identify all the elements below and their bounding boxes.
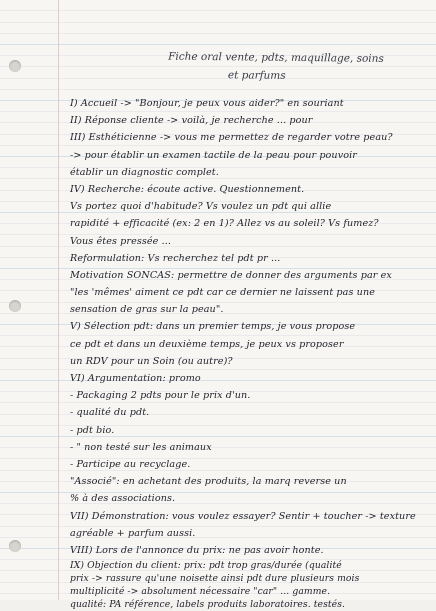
title-line-1: Fiche oral vente, pdts, maquillage, soins	[168, 50, 384, 65]
punch-hole	[9, 300, 21, 312]
note-line: Reformulation: Vs recherchez tel pdt pr ...	[70, 252, 281, 264]
page-title	[168, 49, 430, 87]
note-line: établir un diagnostic complet.	[70, 166, 219, 178]
note-line: Vous êtes pressée ...	[70, 235, 172, 247]
margin-line	[58, 0, 59, 600]
handwritten-notes	[70, 95, 424, 611]
note-line: agréable + parfum aussi.	[70, 527, 196, 539]
note-line: VII) Démonstration: vous voulez essayer? Sentir + toucher -> texture	[70, 510, 416, 522]
note-line: I) Accueil -> "Bonjour, je peux vous aider?" en souriant	[70, 98, 344, 109]
title-line-2: et parfums	[227, 69, 286, 82]
note-line: V) Sélection pdt: dans un premier temps, je vous propose	[70, 321, 356, 333]
note-line: prix -> rassure qu'une noisette ainsi pdt dure plusieurs mois	[70, 573, 360, 585]
note-line: VIII) Lors de l'annonce du prix: ne pas avoir honte.	[70, 544, 324, 556]
note-line: - Packaging 2 pdts pour le prix d'un.	[70, 390, 251, 402]
note-line: VI) Argumentation: promo	[70, 373, 201, 384]
note-line: IV) Recherche: écoute active. Questionnement.	[70, 183, 305, 195]
note-line: - pdt bio.	[70, 424, 115, 436]
note-line: II) Réponse cliente -> voilà, je recherche ... pour	[70, 115, 313, 127]
note-line: - " non testé sur les animaux	[70, 441, 212, 453]
note-line: rapidité + efficacité (ex: 2 en 1)? Allez vs au soleil? Vs fumez?	[70, 218, 379, 230]
punch-hole	[9, 60, 21, 72]
note-line: - qualité du pdt.	[70, 407, 150, 419]
punch-hole	[9, 540, 21, 552]
note-line: "les 'mêmes' aiment ce pdt car ce dernier ne laissent pas une	[70, 287, 375, 299]
note-line: III) Esthéticienne -> vous me permettez de regarder votre peau?	[70, 132, 393, 144]
note-line: Motivation SONCAS: permettre de donner des arguments par ex	[70, 269, 392, 281]
note-line: "Associé": en achetant des produits, la marq reverse un	[70, 476, 347, 488]
note-line: qualité: PA référence, labels produits laboratoires. testés.	[70, 599, 346, 611]
note-line: ce pdt et dans un deuxième temps, je peux vs proposer	[70, 338, 344, 350]
note-line: sensation de gras sur la peau".	[70, 304, 224, 316]
note-line: % à des associations.	[70, 493, 176, 505]
note-line: un RDV pour un Soin (ou autre)?	[70, 355, 233, 367]
note-line: IX) Objection du client: prix: pdt trop gras/durée (qualité	[70, 560, 342, 572]
note-line: multiplicité -> absolument nécessaire "car" ... gamme.	[70, 586, 331, 598]
note-line: Vs portez quoi d'habitude? Vs voulez un pdt qui allie	[70, 201, 332, 213]
note-line: -> pour établir un examen tactile de la peau pour pouvoir	[70, 149, 357, 161]
note-line: - Participe au recyclage.	[70, 458, 191, 470]
